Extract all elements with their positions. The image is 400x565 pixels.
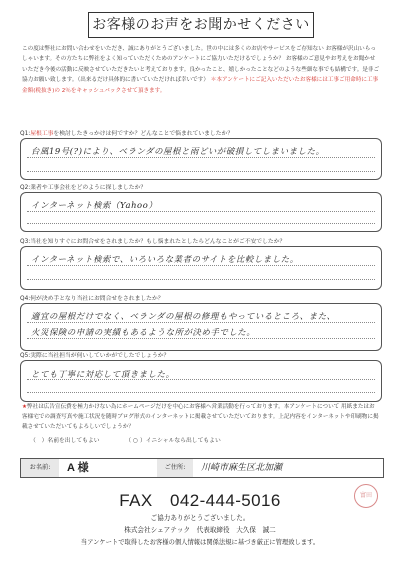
question-5 [20, 352, 382, 402]
answer-4-line-2: 火災保険の申請の実績もあるような所が決め手でした。 [31, 327, 256, 337]
answer-box-3[interactable] [20, 246, 382, 290]
company-name: 株式会社シェアテック 代表取締役 大久保 誠二 [124, 526, 276, 534]
answer-3-line-1: インターネット検索で、いろいろな業者のサイトを比較しました。 [31, 254, 299, 264]
answer-1-line-1: 台風19号(?)により、ベランダの屋根と雨どいが破損してしまいました。 [31, 146, 325, 156]
question-1 [20, 130, 382, 180]
page-title: お客様のお声をお聞かせください [88, 12, 314, 38]
question-4-label: Q4:何が決め手となり当社にお問合せをされましたか？ [20, 296, 164, 302]
question-4 [20, 295, 382, 351]
answer-box-1[interactable] [20, 138, 382, 180]
seal-stamp: 富田 [354, 484, 378, 508]
question-1-label: Q1:屋根工事を検討したきっかけは何ですか？どんなことで悩まれていましたか？ [20, 131, 234, 137]
name-field[interactable]: A 様 [67, 462, 89, 474]
thanks-text: ご協力ありがとうございました。 [150, 514, 250, 522]
answer-4-line-1: 適宜の屋根だけでなく、ベランダの屋根の修理もやっているところ、また、 [31, 311, 336, 321]
fax-number: FAX 042-444-5016 [119, 491, 281, 510]
answer-box-4[interactable] [20, 303, 382, 351]
question-3-label: Q3:当社を知りすぐにお問合せをされましたか？もし悩まれたとしたらどんなことがご不安でしたか？ [20, 239, 286, 245]
question-2 [20, 184, 382, 232]
publication-note-body: 弊社は広告宣伝費を極力かけない為にホームページだけを中心にお客様へ営業活動を行っております。本アンケートについて 用紙またはお客様宅での調査写真や施工状況を随時ブログ形式のインターネットに掲載させていただいております。上記内容をインターネットや印刷物に掲載させていただいてもよろしいでしょうか？ [22, 404, 379, 431]
question-1-highlight: 屋根工事 [30, 131, 54, 137]
star-icon: ★ [22, 404, 28, 410]
answer-box-2[interactable] [20, 192, 382, 232]
cashback-note: ＊本アンケートにご記入いただいたお客様には工事ご用命時に工事金額(税抜き)の 2％をキャッシュバックさせて頂きます。 [22, 77, 379, 94]
intro-body: この度は弊社にお問い合わせをいただき、誠にありがとうございました。世の中には多くのお店やサービスをご存知ない お客様が沢山いらっしゃいます。その方たちに弊社をよく知っていただくためのアンケートにご協力いただけるでしょうか？ お客様のご意見やお考えをお聞かせいただき今後の活動に反映させていただきたいと考えております。良かったこと、嬉しかったことなどのような些細な事でも結構です。是非ご協力お願い致します。（出来るだけ具体的に書いていただければ幸いです） [22, 46, 380, 84]
answer-2-line-1: インターネット検索（Yahoo） [31, 200, 158, 210]
question-5-label: Q5:実際に当社担当が伺いしていかがでしたでしょうか？ [20, 353, 170, 359]
consent-option-name[interactable]: （ ）名前を出してもよい [30, 438, 100, 444]
consent-option-initials[interactable]: （ ○ ）イニシャルなら出してもよい [125, 438, 221, 444]
consent-options [30, 437, 221, 445]
question-2-label: Q2:業者や工事会社をどのように探しましたか？ [20, 185, 147, 191]
privacy-note: 当アンケートで取得したお客様の個人情報は関係法規に基づき厳正に管理致します。 [80, 539, 320, 546]
answer-box-5[interactable] [20, 360, 382, 402]
answer-5-line-1: とても丁寧に対応して頂きました。 [31, 369, 175, 379]
intro-text [22, 44, 380, 96]
question-3 [20, 238, 382, 290]
address-field[interactable]: 川崎市麻生区北加瀬 [201, 463, 283, 473]
publication-note [22, 402, 380, 433]
address-label: ご住所: [157, 459, 193, 477]
name-label: お名前: [21, 459, 59, 477]
customer-info-row [20, 458, 384, 478]
